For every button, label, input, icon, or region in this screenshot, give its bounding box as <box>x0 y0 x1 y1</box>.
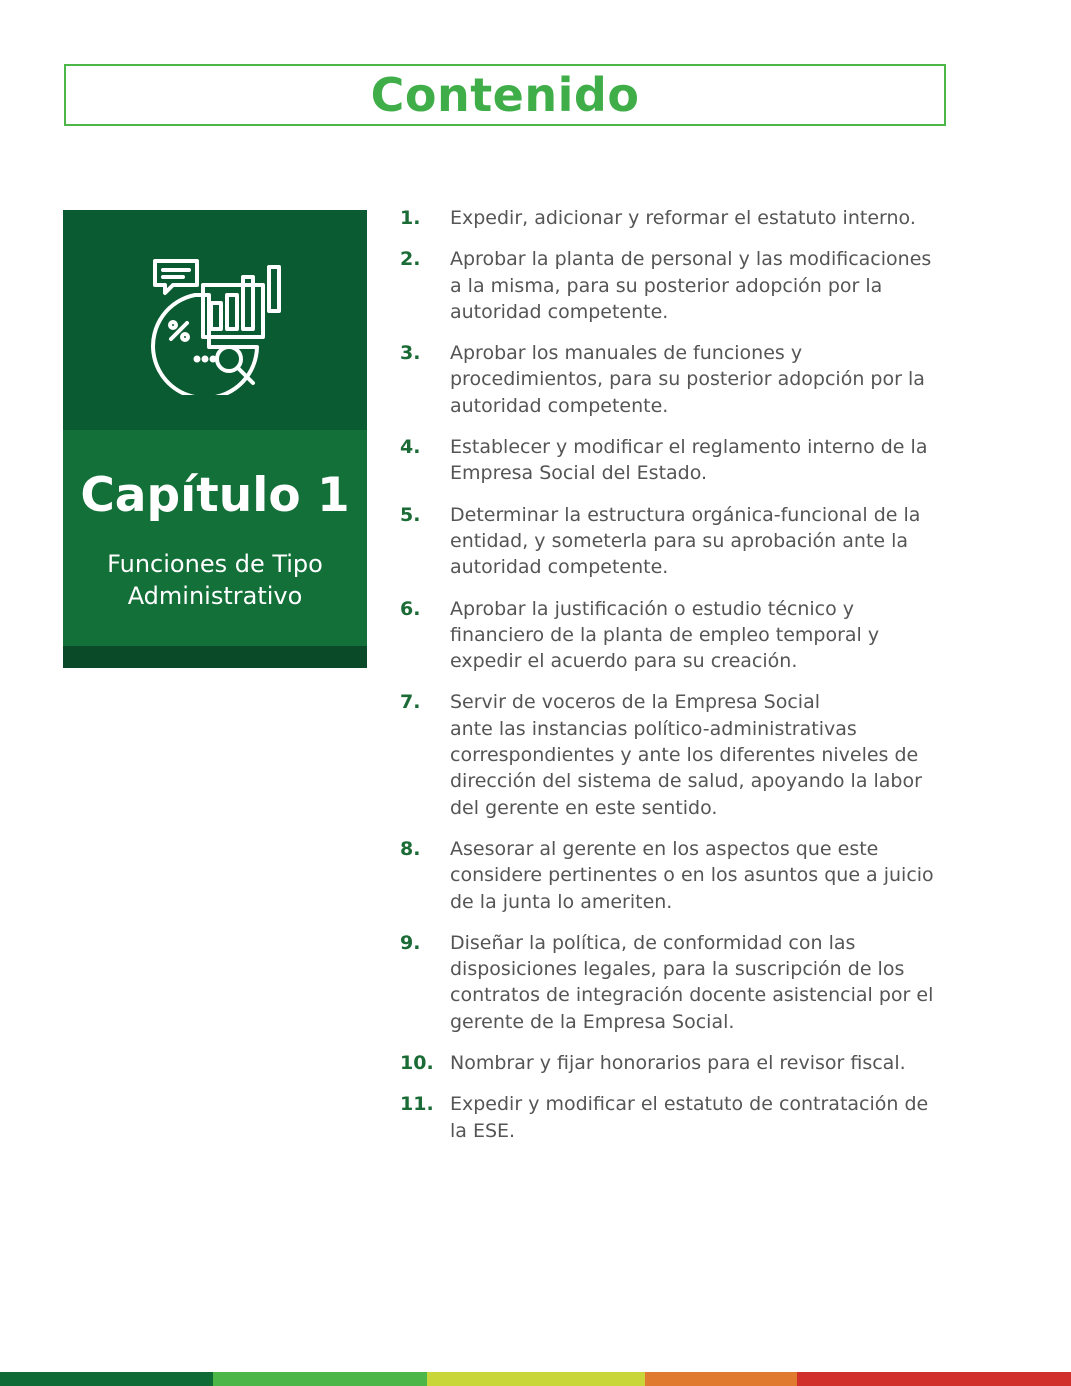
list-item <box>400 246 960 325</box>
item-text: Aprobar la justificación o estudio técnico y financiero de la planta de empleo temporal y expedir el acuerdo para su creación. <box>450 597 880 673</box>
page-title: Contenido <box>370 68 640 122</box>
item-number: 9. <box>400 931 421 954</box>
list-item <box>400 502 960 581</box>
chapter-subtitle: Funciones de Tipo Administrativo <box>107 550 323 610</box>
item-number: 7. <box>400 691 421 714</box>
list-item <box>400 1050 960 1076</box>
list-item <box>400 689 960 820</box>
list-item <box>400 930 960 1035</box>
item-number: 11. <box>400 1093 434 1116</box>
functions-list <box>400 205 960 1159</box>
item-text: Aprobar los manuales de funciones y procedimientos, para su posterior adopción por la autoridad competente. <box>450 342 925 417</box>
item-number: 2. <box>400 248 421 271</box>
color-bar-segment <box>0 1372 213 1386</box>
item-text: Servir de voceros de la Empresa Social ante las instancias político-administrativas correspondientes y ante los diferentes niveles de dirección del sistema de salud, apoyando la labor del gerente en este sentido. <box>450 691 922 819</box>
item-text: Nombrar y fijar honorarios para el revisor fiscal. <box>450 1052 906 1075</box>
item-text: Aprobar la planta de personal y las modificaciones a la misma, para su posterior adopción por la autoridad competente. <box>450 248 932 323</box>
chapter-card-footer <box>63 646 367 668</box>
chapter-title: Capítulo 1 <box>80 468 350 523</box>
item-number: 6. <box>400 597 421 620</box>
chapter-card <box>63 210 367 668</box>
list-item <box>400 1091 960 1144</box>
item-text: Diseñar la política, de conformidad con las disposiciones legales, para la suscripción de los contratos de integración docente asistencial por el gerente de la Empresa Social. <box>450 931 934 1033</box>
analytics-chart-icon <box>151 255 291 395</box>
item-text: Expedir y modificar el estatuto de contratación de la ESE. <box>450 1093 929 1142</box>
item-number: 10. <box>400 1052 434 1075</box>
list-item <box>400 434 960 487</box>
page-header <box>64 64 946 126</box>
item-text: Expedir, adicionar y reformar el estatuto interno. <box>450 207 916 229</box>
item-number: 3. <box>400 342 421 365</box>
item-number: 5. <box>400 503 421 526</box>
color-bar-segment <box>213 1372 427 1386</box>
list-item <box>400 596 960 675</box>
item-text: Determinar la estructura orgánica-funcional de la entidad, y someterla para su aprobación ante la autoridad competente. <box>450 503 921 579</box>
chapter-card-top <box>63 210 367 430</box>
list-item <box>400 836 960 915</box>
color-bar-segment <box>427 1372 645 1386</box>
item-text: Establecer y modificar el reglamento interno de la Empresa Social del Estado. <box>450 436 928 485</box>
list-item <box>400 340 960 419</box>
chapter-card-body <box>63 430 367 646</box>
footer-color-bar <box>0 1372 1071 1386</box>
item-text: Asesorar al gerente en los aspectos que este considere pertinentes o en los asuntos que a juicio de la junta lo ameriten. <box>450 837 934 913</box>
item-number: 8. <box>400 837 421 860</box>
color-bar-segment <box>797 1372 1071 1386</box>
list-item <box>400 205 960 231</box>
item-number: 4. <box>400 436 421 459</box>
color-bar-segment <box>645 1372 797 1386</box>
item-number: 1. <box>400 207 421 229</box>
